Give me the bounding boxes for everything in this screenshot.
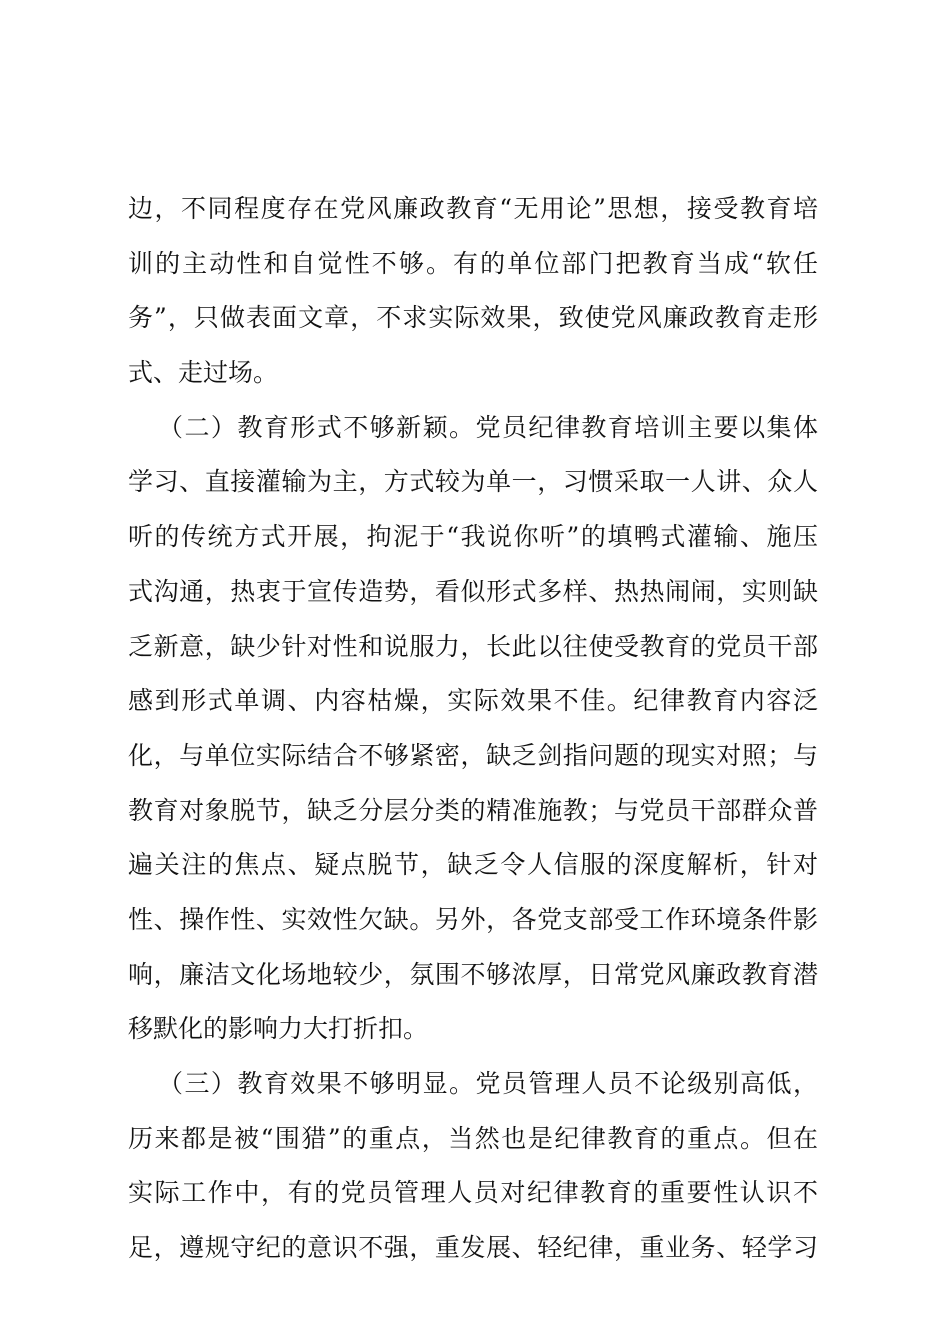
paragraph-heading-line: （三）教育效果不够明显。党员管理人员不论级别高低， [158, 1069, 818, 1098]
document-body [128, 182, 818, 1276]
text-line: 边，不同程度存在党风廉政教育“无用论”思想，接受教育培 [128, 194, 818, 223]
text-line: 训的主动性和自觉性不够。有的单位部门把教育当成“软任 [128, 248, 818, 278]
text-line: 感到形式单调、内容枯燥，实际效果不佳。纪律教育内容泛 [128, 686, 818, 716]
text-line: 式沟通，热衷于宣传造势，看似形式多样、热热闹闹，实则缺 [128, 576, 818, 606]
text-line: 实际工作中，有的党员管理人员对纪律教育的重要性认识不 [128, 1178, 818, 1208]
text-line: 式、走过场。 [128, 358, 279, 388]
text-line: 遍关注的焦点、疑点脱节，缺乏令人信服的深度解析，针对 [128, 850, 818, 880]
text-line: 响，廉洁文化场地较少，氛围不够浓厚，日常党风廉政教育潜 [128, 959, 818, 989]
text-line: 学习、直接灌输为主，方式较为单一，习惯采取一人讲、众人 [128, 467, 818, 497]
text-line: 性、操作性、实效性欠缺。另外，各党支部受工作环境条件影 [128, 904, 818, 934]
text-line: 移默化的影响力大打折扣。 [128, 1014, 429, 1044]
text-line: 乏新意，缺少针对性和说服力，长此以往使受教育的党员干部 [128, 631, 818, 661]
text-line: 教育对象脱节，缺乏分层分类的精准施教；与党员干部群众普 [128, 795, 818, 825]
text-line: 历来都是被“围猎”的重点，当然也是纪律教育的重点。但在 [128, 1123, 818, 1153]
text-line: 务”，只做表面文章，不求实际效果，致使党风廉政教育走形 [128, 303, 818, 333]
paragraph-heading-line: （二）教育形式不够新颖。党员纪律教育培训主要以集体 [158, 412, 818, 442]
text-line: 化，与单位实际结合不够紧密，缺乏剑指问题的现实对照；与 [128, 740, 818, 770]
text-line: 听的传统方式开展，拘泥于“我说你听”的填鸭式灌输、施压 [128, 522, 818, 552]
text-line: 足，遵规守纪的意识不强，重发展、轻纪律，重业务、轻学习 [128, 1233, 818, 1263]
